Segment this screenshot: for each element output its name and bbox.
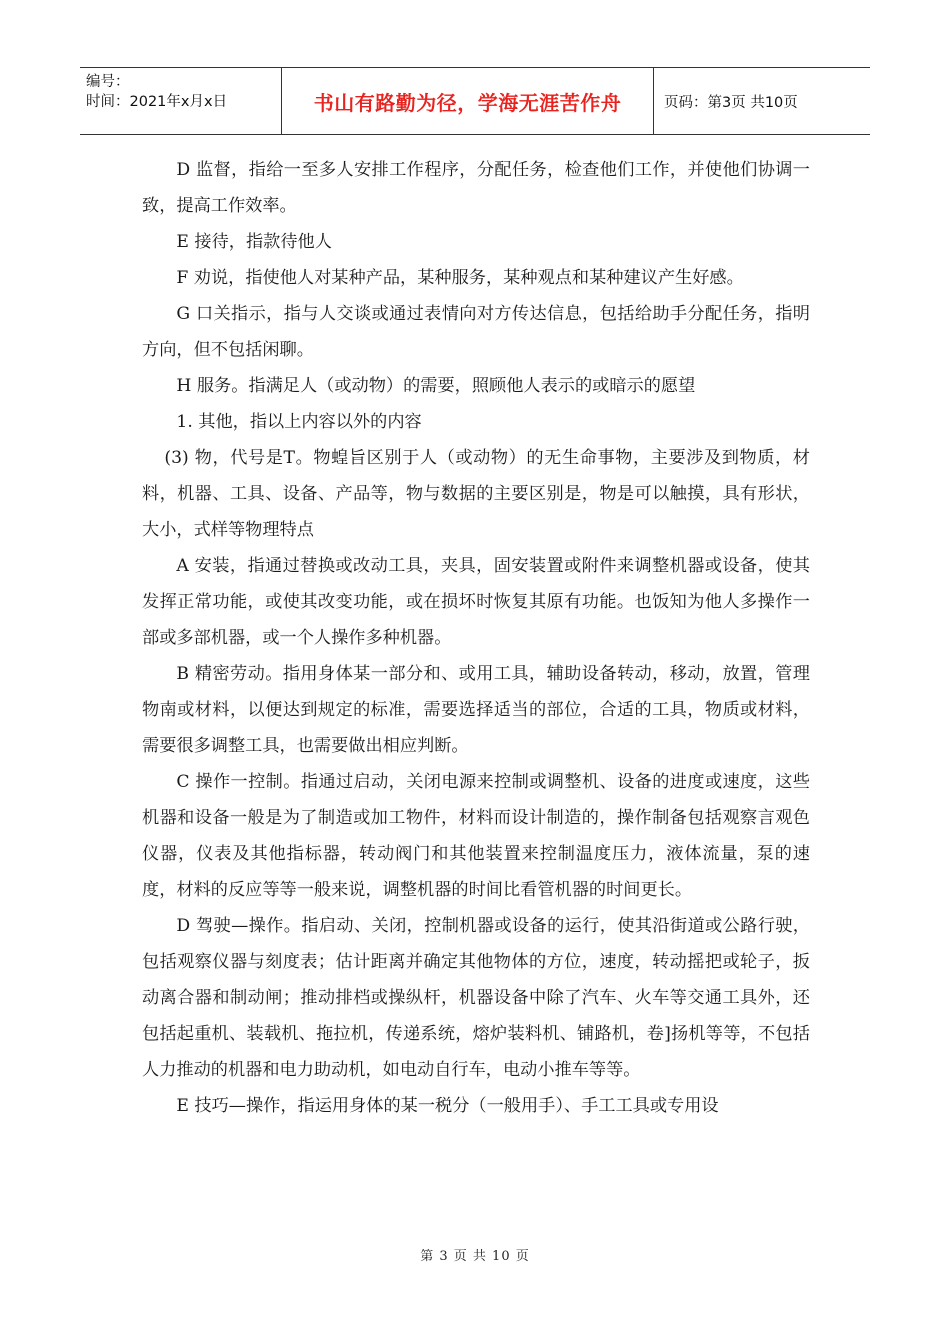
paragraph: (3) 物，代号是T。物蝗旨区别于人（或动物）的无生命事物，主要涉及到物质，材料，机器、工具、设备、产品等，物与数据的主要区别是，物是可以触摸，具有形状，大小，式样等物理特点 [142, 448, 810, 540]
paragraph: F 劝说，指使他人对某种产品，某种服务，某种观点和某种建议产生好感。 [176, 268, 744, 288]
serial-number-label: 编号： [86, 74, 130, 90]
header-motto: 书山有路勤为径，学海无涯苦作舟 [282, 68, 654, 134]
paragraph: A 安装，指通过替换或改动工具，夹具，固安装置或附件来调整机器或设备，使其发挥正常功能，或使其改变功能，或在损坏时恢复其原有功能。也饭知为他人多操作一部或多部机器，或一个人操作多种机器。 [142, 556, 810, 648]
paragraph: E 接待，指款待他人 [176, 232, 332, 252]
header-meta [80, 68, 282, 134]
document-body [142, 152, 810, 1124]
page-footer: 第 3 页 共 10 页 [420, 1249, 530, 1264]
paragraph: D 驾驶—操作。指启动、关闭，控制机器或设备的运行，使其沿街道或公路行驶，包括观察仪器与刻度表；估计距离并确定其他物体的方位，速度，转动摇把或轮子，扳动离合器和制动闸；推动排档或操纵杆，机器设备中除了汽车、火车等交通工具外，还包括起重机、装载机、拖拉机，传递系统，熔炉装料机、铺路机，卷]扬机等等，不包括人力推动的机器和电力助动机，如电动自行车，电动小推车等等。 [142, 916, 810, 1080]
date-label: 时间：2021年x月x日 [86, 94, 228, 110]
page-header [80, 67, 870, 135]
paragraph: H 服务。指满足人（或动物）的需要，照顾他人表示的或暗示的愿望 [176, 376, 696, 396]
paragraph: D 监督，指给一至多人安排工作程序，分配任务，检查他们工作，并使他们协调一致，提高工作效率。 [142, 160, 810, 216]
header-page-info: 页码：第3页 共10页 [664, 94, 798, 111]
paragraph: B 精密劳动。指用身体某一部分和、或用工具，辅助设备转动，移动，放置，管理物南或材料，以便达到规定的标准，需要选择适当的部位，合适的工具，物质或材料，需要很多调整工具，也需要做出相应判断。 [142, 664, 810, 756]
paragraph: 1. 其他，指以上内容以外的内容 [176, 412, 422, 432]
paragraph: G 口关指示，指与人交谈或通过表情向对方传达信息，包括给助手分配任务，指明方向，但不包括闲聊。 [142, 304, 810, 360]
paragraph: C 操作一控制。指通过启动，关闭电源来控制或调整机、设备的进度或速度，这些机器和设备一般是为了制造或加工物件，材料而设计制造的，操作制备包括观察言观色仪器，仪表及其他指标器，转动阀门和其他装置来控制温度压力，液体流量，泵的速度，材料的反应等等一般来说，调整机器的时间比看管机器的时间更长。 [142, 772, 810, 900]
paragraph: E 技巧—操作，指运用身体的某一税分（一般用手）、手工工具或专用设 [176, 1096, 719, 1116]
